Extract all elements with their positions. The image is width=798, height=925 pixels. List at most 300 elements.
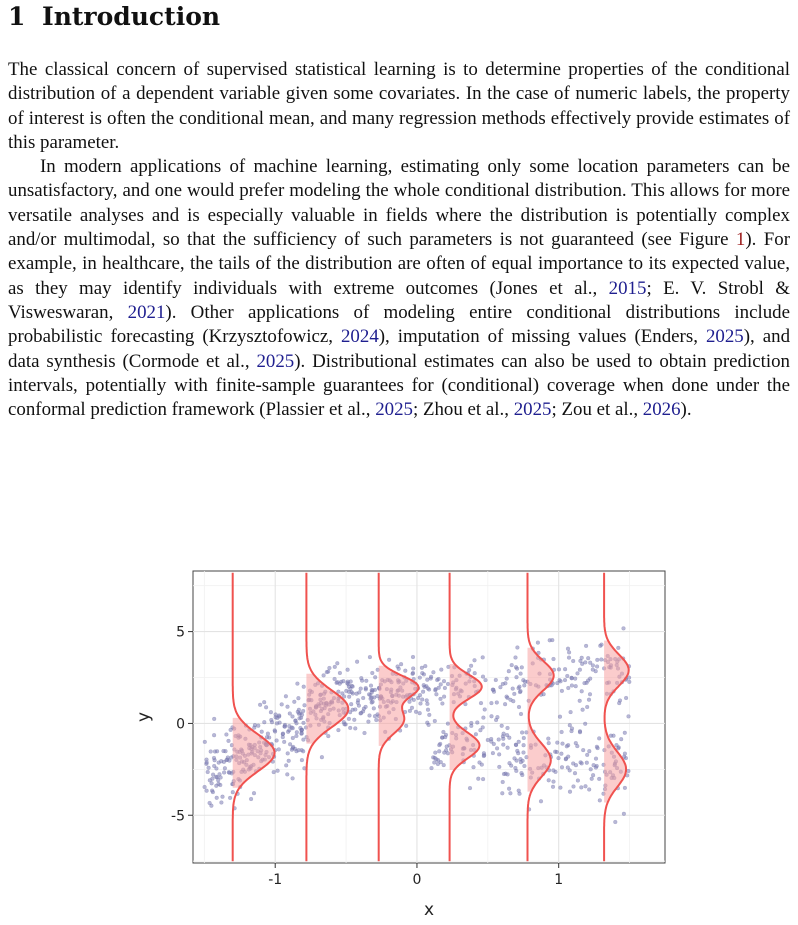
scatter-point <box>520 731 524 735</box>
scatter-point <box>286 705 290 709</box>
scatter-point <box>502 732 506 736</box>
scatter-point <box>505 695 509 699</box>
scatter-point <box>336 680 340 684</box>
scatter-point <box>333 665 337 669</box>
scatter-point <box>281 732 285 736</box>
section-number: 1 <box>8 2 26 31</box>
scatter-point <box>295 734 299 738</box>
scatter-point <box>510 663 514 667</box>
scatter-point <box>617 701 621 705</box>
scatter-point <box>570 676 574 680</box>
scatter-point <box>584 784 588 788</box>
scatter-point <box>364 686 368 690</box>
scatter-point <box>580 662 584 666</box>
scatter-point <box>516 646 520 650</box>
scatter-point <box>297 696 301 700</box>
scatter-point <box>491 751 495 755</box>
scatter-point <box>411 667 415 671</box>
scatter-point <box>335 661 339 665</box>
scatter-point <box>491 688 495 692</box>
scatter-point <box>231 790 235 794</box>
scatter-point <box>291 736 295 740</box>
scatter-point <box>203 740 207 744</box>
scatter-point <box>347 695 351 699</box>
scatter-point <box>576 672 580 676</box>
scatter-point <box>338 671 342 675</box>
scatter-point <box>559 786 563 790</box>
scatter-point <box>295 721 299 725</box>
scatter-point <box>420 698 424 702</box>
scatter-point <box>370 696 374 700</box>
scatter-point <box>445 745 449 749</box>
scatter-point <box>287 759 291 763</box>
scatter-point <box>497 738 501 742</box>
scatter-point <box>479 728 483 732</box>
scatter-point <box>419 702 423 706</box>
scatter-point <box>555 681 559 685</box>
scatter-point <box>203 785 207 789</box>
scatter-point <box>613 820 617 824</box>
scatter-point <box>597 737 601 741</box>
scatter-point <box>482 751 486 755</box>
scatter-point <box>568 790 572 794</box>
scatter-point <box>566 755 570 759</box>
scatter-point <box>411 655 415 659</box>
scatter-point <box>446 682 450 686</box>
scatter-point <box>495 701 499 705</box>
scatter-point <box>515 749 519 753</box>
scatter-point <box>359 687 363 691</box>
scatter-point <box>361 696 365 700</box>
figure-ref-link[interactable]: 1 <box>735 229 746 251</box>
scatter-point <box>439 697 443 701</box>
scatter-point <box>432 670 436 674</box>
text-segment: ), imputation of missing values (Enders, <box>378 326 706 348</box>
scatter-point <box>579 786 583 790</box>
scatter-point <box>578 699 582 703</box>
scatter-point <box>426 687 430 691</box>
scatter-point <box>437 677 441 681</box>
y-axis-label: y <box>134 711 154 723</box>
scatter-point <box>437 686 441 690</box>
scatter-point <box>609 734 613 738</box>
scatter-point <box>215 749 219 753</box>
scatter-point <box>212 733 216 737</box>
scatter-point <box>364 679 368 683</box>
scatter-point <box>325 670 329 674</box>
citation-link[interactable]: 2025 <box>705 326 744 348</box>
scatter-point <box>523 764 527 768</box>
scatter-point <box>515 667 519 671</box>
scatter-point <box>272 770 276 774</box>
scatter-point <box>260 730 264 734</box>
citation-link[interactable]: 2025 <box>256 350 295 372</box>
scatter-point <box>580 689 584 693</box>
scatter-point <box>616 646 620 650</box>
scatter-point <box>585 705 589 709</box>
scatter-point <box>581 708 585 712</box>
scatter-point <box>221 795 225 799</box>
scatter-point <box>425 699 429 703</box>
scatter-point <box>442 730 446 734</box>
scatter-point <box>523 680 527 684</box>
body-text <box>8 58 790 422</box>
scatter-point <box>627 680 631 684</box>
scatter-point <box>490 701 494 705</box>
scatter-point <box>483 708 487 712</box>
scatter-point <box>420 671 424 675</box>
scatter-point <box>585 761 589 765</box>
scatter-point <box>517 789 521 793</box>
scatter-point <box>594 766 598 770</box>
scatter-point <box>206 770 210 774</box>
scatter-point <box>591 773 595 777</box>
scatter-point <box>566 686 570 690</box>
scatter-point <box>418 676 422 680</box>
scatter-point <box>560 752 564 756</box>
scatter-point <box>474 732 478 736</box>
paragraph-2 <box>8 155 790 422</box>
x-tick-label: -1 <box>268 872 283 888</box>
scatter-point <box>205 789 209 793</box>
scatter-point <box>589 767 593 771</box>
scatter-point <box>433 688 437 692</box>
x-tick-label: 0 <box>412 872 422 888</box>
scatter-point <box>583 681 587 685</box>
scatter-point <box>222 749 226 753</box>
scatter-point <box>228 796 232 800</box>
scatter-point <box>433 751 437 755</box>
scatter-point <box>565 674 569 678</box>
scatter-point <box>547 741 551 745</box>
scatter-point <box>622 812 626 816</box>
scatter-point <box>587 749 591 753</box>
scatter-point <box>557 756 561 760</box>
scatter-point <box>595 658 599 662</box>
citation-link[interactable]: 2025 <box>513 399 552 421</box>
citation-link[interactable]: 2024 <box>340 326 379 348</box>
scatter-point <box>574 741 578 745</box>
scatter-point <box>227 739 231 743</box>
scatter-point <box>288 742 292 746</box>
scatter-point <box>303 703 307 707</box>
scatter-point <box>302 685 306 689</box>
scatter-point <box>302 721 306 725</box>
scatter-point <box>506 746 510 750</box>
scatter-point <box>497 765 501 769</box>
scatter-point <box>514 743 518 747</box>
scatter-point <box>624 696 628 700</box>
text-segment: ; Zou et al., <box>551 399 643 421</box>
scatter-point <box>212 717 216 721</box>
scatter-point <box>563 678 567 682</box>
scatter-point <box>266 732 270 736</box>
scatter-point <box>287 728 291 732</box>
scatter-point <box>301 749 305 753</box>
scatter-point <box>346 668 350 672</box>
scatter-point <box>292 700 296 704</box>
scatter-point <box>300 728 304 732</box>
scatter-point <box>414 710 418 714</box>
scatter-point <box>214 775 218 779</box>
scatter-point <box>481 777 485 781</box>
scatter-point <box>494 678 498 682</box>
scatter-point <box>518 685 522 689</box>
scatter-point <box>363 731 367 735</box>
scatter-point <box>265 735 269 739</box>
scatter-point <box>300 758 304 762</box>
scatter-point <box>205 761 209 765</box>
scatter-point <box>515 675 519 679</box>
scatter-point <box>551 785 555 789</box>
scatter-point <box>225 733 229 737</box>
scatter-point <box>588 692 592 696</box>
scatter-point <box>514 769 518 773</box>
scatter-point <box>522 751 526 755</box>
scatter-point <box>373 675 377 679</box>
scatter-point <box>442 695 446 699</box>
citation-link[interactable]: 2021 <box>127 301 166 323</box>
scatter-point <box>337 728 341 732</box>
scatter-point <box>519 712 523 716</box>
scatter-point <box>280 703 284 707</box>
scatter-point <box>467 668 471 672</box>
scatter-point <box>249 797 253 801</box>
scatter-point <box>478 761 482 765</box>
scatter-point <box>342 720 346 724</box>
scatter-point <box>367 720 371 724</box>
scatter-point <box>595 745 599 749</box>
scatter-point <box>615 743 619 747</box>
scatter-point <box>302 738 306 742</box>
scatter-point <box>484 678 488 682</box>
text-segment: ). For example, in healthcare, the tails of the distribution are often of equal importance to its expected value, as they may identify individuals with extreme outcomes (Jones et al., <box>8 229 790 299</box>
scatter-point <box>536 641 540 645</box>
scatter-point <box>469 664 473 668</box>
scatter-point <box>591 664 595 668</box>
scatter-point <box>353 708 357 712</box>
scatter-point <box>349 702 353 706</box>
scatter-point <box>473 671 477 675</box>
scatter-point <box>286 752 290 756</box>
scatter-point <box>473 658 477 662</box>
scatter-point <box>594 757 598 761</box>
scatter-point <box>587 698 591 702</box>
scatter-point <box>222 771 226 775</box>
scatter-point <box>514 656 518 660</box>
scatter-point <box>209 750 213 754</box>
scatter-point <box>300 713 304 717</box>
scatter-point <box>586 656 590 660</box>
scatter-point <box>508 761 512 765</box>
scatter-point <box>511 687 515 691</box>
scatter-point <box>426 708 430 712</box>
y-tick-label: 0 <box>176 716 185 733</box>
scatter-point <box>519 672 523 676</box>
scatter-point <box>482 716 486 720</box>
scatter-point <box>552 657 556 661</box>
y-tick-label: -5 <box>171 808 185 825</box>
scatter-point <box>371 700 375 704</box>
scatter-point <box>552 780 556 784</box>
plot-panel <box>193 571 665 863</box>
citation-link[interactable]: 2026 <box>642 399 681 421</box>
scatter-point <box>344 689 348 693</box>
scatter-point <box>619 737 623 741</box>
scatter-point <box>360 679 364 683</box>
scatter-point <box>356 701 360 705</box>
scatter-point <box>505 677 509 681</box>
scatter-point <box>440 736 444 740</box>
scatter-point <box>507 787 511 791</box>
scatter-point <box>546 737 550 741</box>
scatter-point <box>584 644 588 648</box>
scatter-point <box>211 790 215 794</box>
scatter-point <box>587 788 591 792</box>
scatter-point <box>426 702 430 706</box>
scatter-point <box>581 748 585 752</box>
scatter-point <box>623 731 627 735</box>
scatter-point <box>297 708 301 712</box>
scatter-point <box>362 707 366 711</box>
scatter-point <box>567 656 571 660</box>
scatter-point <box>228 759 232 763</box>
scatter-point <box>481 656 485 660</box>
scatter-point <box>422 683 426 687</box>
scatter-point <box>435 692 439 696</box>
scatter-point <box>355 660 359 664</box>
scatter-point <box>495 747 499 751</box>
scatter-point <box>573 771 577 775</box>
scatter-point <box>357 691 361 695</box>
scatter-point <box>570 727 574 731</box>
scatter-point <box>430 766 434 770</box>
scatter-point <box>320 755 324 759</box>
scatter-point <box>291 715 295 719</box>
scatter-point <box>359 711 363 715</box>
scatter-point <box>490 714 494 718</box>
scatter-point <box>560 730 564 734</box>
scatter-point <box>284 694 288 698</box>
scatter-point <box>563 667 567 671</box>
scatter-point <box>253 723 257 727</box>
scatter-point <box>374 718 378 722</box>
scatter-point <box>399 662 403 666</box>
scatter-point <box>522 743 526 747</box>
scatter-point <box>501 780 505 784</box>
scatter-point <box>443 686 447 690</box>
scatter-point <box>262 700 266 704</box>
scatter-point <box>353 727 357 731</box>
scatter-point <box>333 677 337 681</box>
scatter-point <box>297 748 301 752</box>
scatter-point <box>372 707 376 711</box>
scatter-point <box>298 716 302 720</box>
scatter-point <box>433 719 437 723</box>
scatter-point <box>522 736 526 740</box>
scatter-point <box>507 669 511 673</box>
scatter-point <box>572 785 576 789</box>
scatter-point <box>627 715 631 719</box>
scatter-point <box>427 723 431 727</box>
scatter-point <box>566 647 570 651</box>
scatter-point <box>479 701 483 705</box>
scatter-point <box>396 665 400 669</box>
scatter-point <box>439 683 443 687</box>
scatter-point <box>442 763 446 767</box>
scatter-point <box>416 696 420 700</box>
scatter-point <box>499 685 503 689</box>
scatter-point <box>264 705 268 709</box>
scatter-point <box>573 677 577 681</box>
section-heading <box>8 2 220 32</box>
scatter-point <box>418 711 422 715</box>
scatter-point <box>565 744 569 748</box>
scatter-point <box>219 759 223 763</box>
scatter-point <box>404 724 408 728</box>
scatter-point <box>368 714 372 718</box>
scatter-point <box>509 791 513 795</box>
scatter-point <box>342 679 346 683</box>
scatter-point <box>622 627 626 631</box>
scatter-point <box>580 762 584 766</box>
scatter-point <box>408 709 412 713</box>
section-title: Introduction <box>42 2 221 31</box>
scatter-point <box>578 668 582 672</box>
scatter-point <box>469 721 473 725</box>
scatter-point <box>276 769 280 773</box>
scatter-point <box>566 766 570 770</box>
scatter-point <box>599 658 603 662</box>
citation-link[interactable]: 2025 <box>375 399 413 421</box>
scatter-point <box>441 702 445 706</box>
scatter-point <box>520 773 524 777</box>
scatter-point <box>496 715 500 719</box>
scatter-point <box>427 713 431 717</box>
x-tick-label: 1 <box>554 872 564 888</box>
scatter-point <box>586 679 590 683</box>
scatter-point <box>215 796 219 800</box>
scatter-point <box>506 773 510 777</box>
scatter-point <box>500 724 504 728</box>
scatter-point <box>442 751 446 755</box>
scatter-point <box>373 714 377 718</box>
scatter-point <box>348 726 352 730</box>
paragraph-1: The classical concern of supervised statistical learning is to determine properties of the conditional distribution of a dependent variable given some covariates. In the case of numeric labels, the property of interest is often the conditional mean, and many regression methods effectively provide estimates of this parameter. <box>8 59 790 153</box>
scatter-point <box>258 703 262 707</box>
scatter-point <box>367 693 371 697</box>
citation-link[interactable]: 2015 <box>608 277 647 299</box>
scatter-point <box>522 684 526 688</box>
scatter-point <box>326 734 330 738</box>
text-segment: ), and data synthesis (Cormode et al., <box>8 326 791 372</box>
scatter-point <box>591 668 595 672</box>
scatter-point <box>434 757 438 761</box>
scatter-point <box>275 739 279 743</box>
scatter-point <box>560 765 564 769</box>
scatter-point <box>597 777 601 781</box>
scatter-point <box>270 720 274 724</box>
scatter-point <box>214 784 218 788</box>
scatter-point <box>561 742 565 746</box>
scatter-point <box>568 723 572 727</box>
scatter-point <box>296 682 300 686</box>
scatter-point <box>571 762 575 766</box>
scatter-point <box>503 702 507 706</box>
scatter-point <box>421 690 425 694</box>
scatter-point <box>291 777 295 781</box>
text-segment: In modern applications of machine learning, estimating only some location parameters can be unsatisfactory, and one would prefer modeling the whole conditional distribution. This allows for more versatile analyses and is especially valuable in fields where the distribution is potentially complex and/or multimodal, so that the sufficiency of such parameters is not guaranteed (see Figure <box>8 156 790 251</box>
